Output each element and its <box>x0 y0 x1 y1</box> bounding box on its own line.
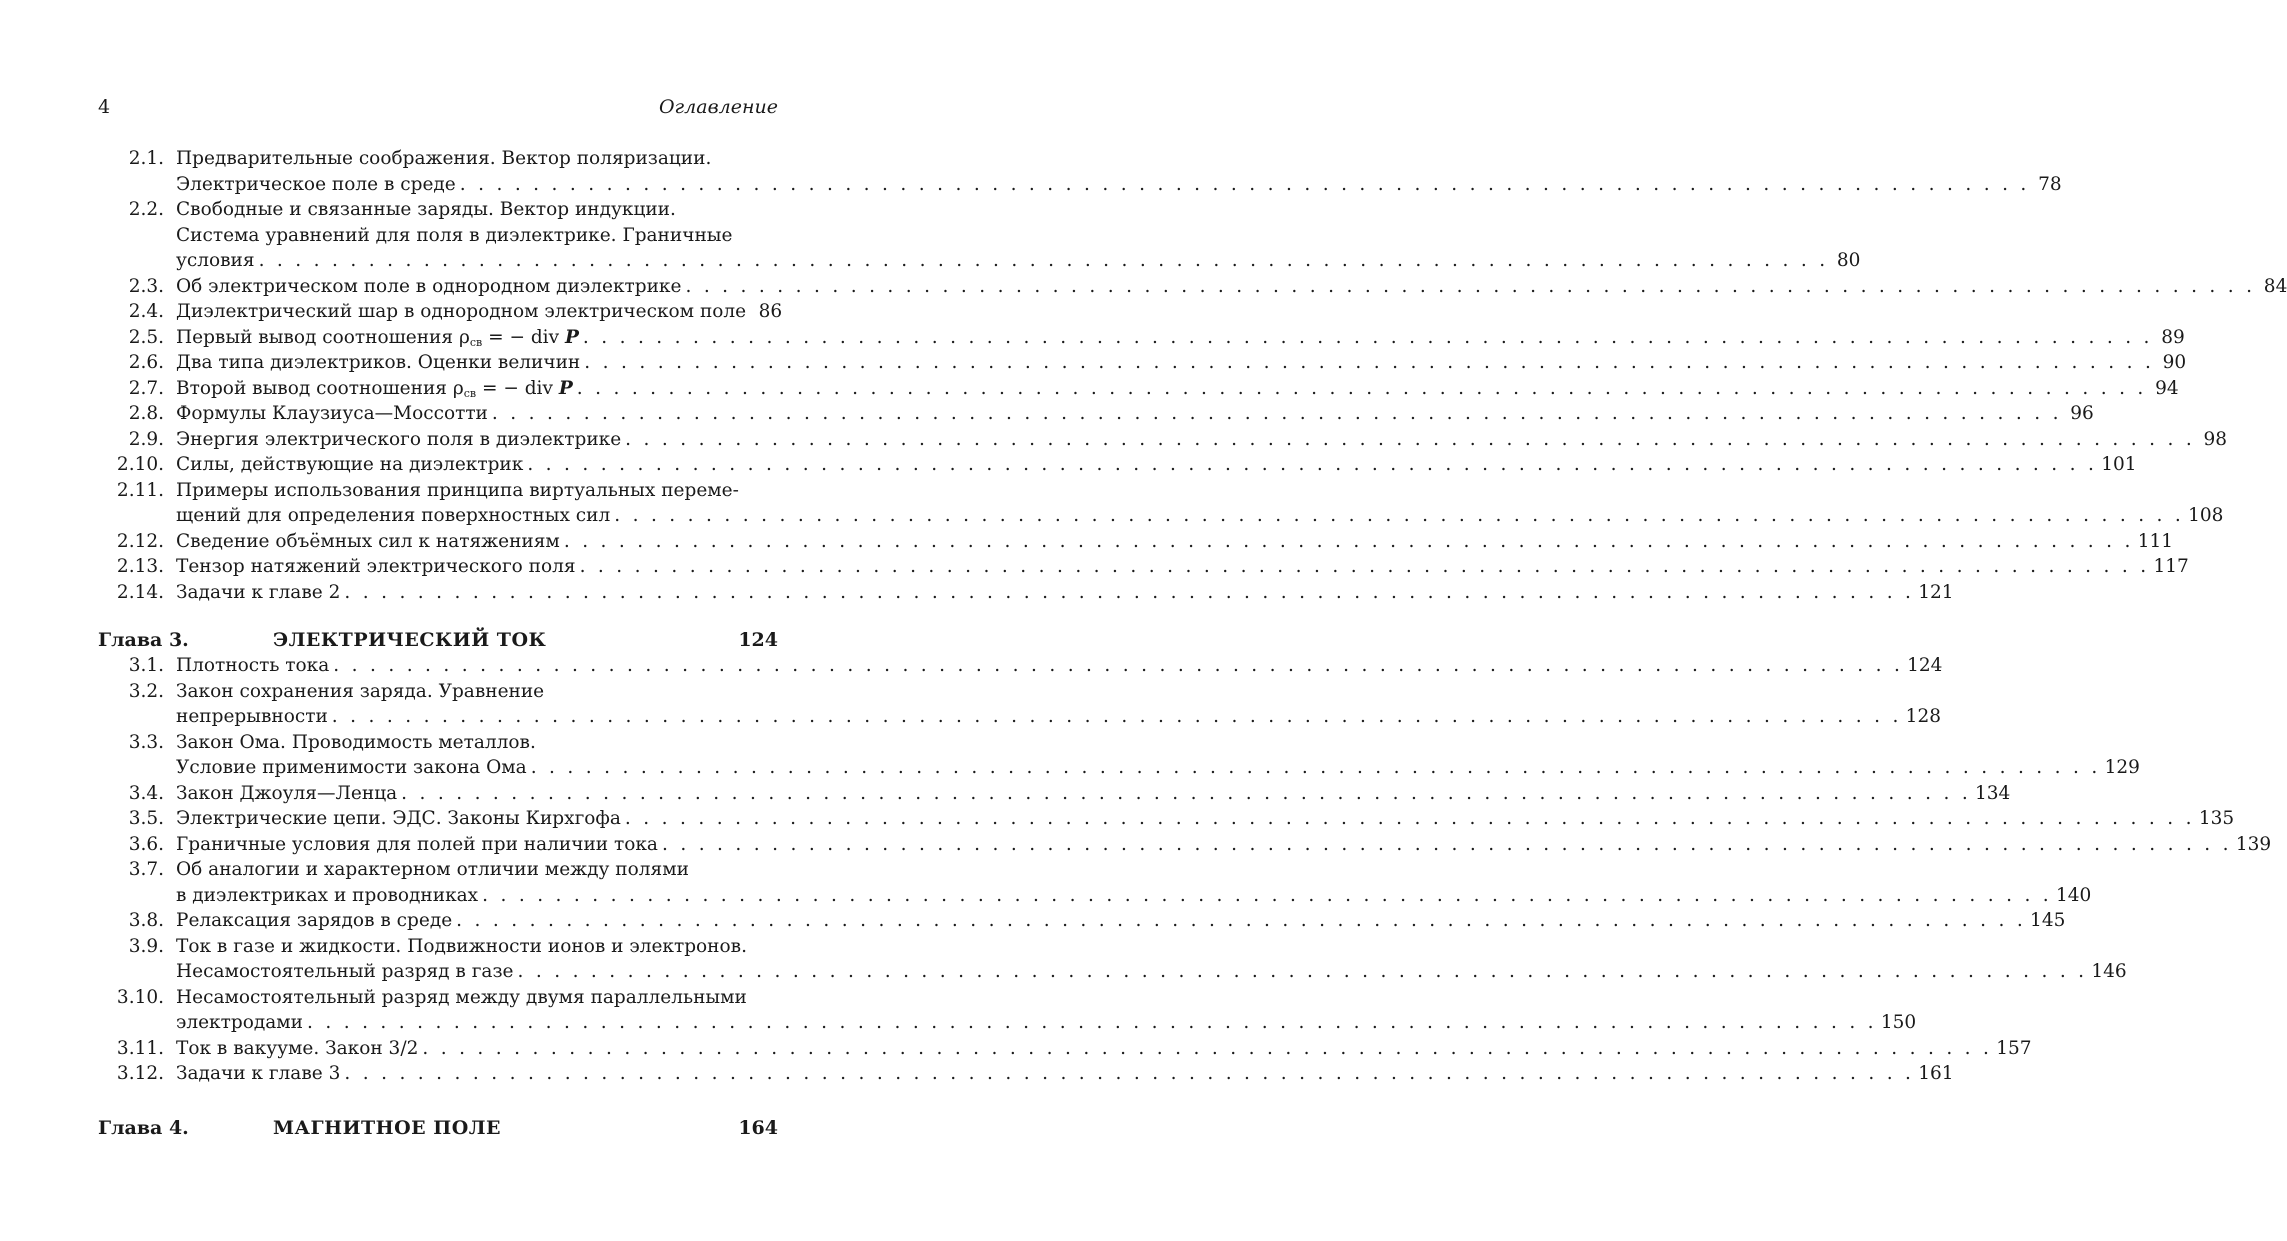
section-title: Задачи к главе 3 <box>176 1063 341 1084</box>
section-title: Электрические цепи. ЭДС. Законы Кирхгофа <box>176 808 621 829</box>
toc-line <box>98 908 2066 934</box>
section-title: Условие применимости закона Ома <box>176 757 527 778</box>
toc-line <box>98 427 2228 453</box>
section-number: 2.14. <box>116 581 164 603</box>
chapter-label: Глава 4. <box>98 1116 189 1139</box>
math-vector: P <box>558 377 573 399</box>
section-number: 3.3. <box>128 731 164 753</box>
leader-dots <box>332 704 1902 730</box>
leader-dots <box>517 959 2087 985</box>
leader-dots <box>564 529 2134 555</box>
toc-title-row <box>176 350 2187 376</box>
section-title: Несамостоятельный разряд между двумя параллельными <box>176 986 747 1008</box>
toc-line <box>98 529 2174 555</box>
toc-line <box>98 985 778 1011</box>
math-vector: P <box>564 326 579 348</box>
toc-entry[interactable] <box>98 806 2235 832</box>
toc-entry[interactable] <box>98 376 2179 402</box>
toc-line <box>98 223 778 249</box>
leader-dots <box>307 1010 1877 1036</box>
section-title: Система уравнений для поля в диэлектрике. Граничные <box>176 224 733 246</box>
page-ref: 98 <box>2203 428 2228 450</box>
page-ref: 101 <box>2101 454 2137 475</box>
leader-dots <box>460 172 2030 198</box>
section-number: 2.1. <box>128 148 164 169</box>
section-title: Граничные условия для полей при наличии тока <box>176 833 658 855</box>
toc-title-row <box>176 299 783 325</box>
toc-title-row <box>176 1010 1917 1036</box>
toc-entry[interactable] <box>98 832 2272 858</box>
leader-dots <box>662 832 2232 858</box>
page-ref: 134 <box>1975 782 2011 804</box>
leader-dots <box>259 248 1829 274</box>
section-number: 3.9. <box>128 935 164 957</box>
chapter-title: МАГНИТНОЕ ПОЛЕ <box>273 1116 502 1139</box>
section-title: Энергия электрического поля в диэлектрике <box>176 428 622 450</box>
section-title: в диэлектриках и проводниках <box>176 884 479 906</box>
page-ref: 94 <box>2155 377 2179 399</box>
running-header <box>98 96 778 124</box>
section-number: 2.10. <box>116 454 164 475</box>
section-title-text: Первый вывод соотношения ρ <box>176 326 470 348</box>
section-title: электродами <box>176 1012 303 1033</box>
table-of-contents <box>98 146 2287 1141</box>
section-title: Тензор натяжений электрического поля <box>176 556 576 577</box>
section-number: 2.11. <box>116 479 164 501</box>
section-title: Об электрическом поле в однородном диэлектрике <box>176 275 682 297</box>
toc-line <box>98 832 2272 858</box>
leader-dots <box>492 401 2062 427</box>
section-title: Несамостоятельный разряд в газе <box>176 961 514 982</box>
toc-title-row <box>176 248 1861 274</box>
chapter-label: Глава 3. <box>98 629 189 651</box>
section-number: 2.7. <box>128 377 164 399</box>
toc-title-row <box>176 755 2140 781</box>
page-ref: 96 <box>2070 403 2094 424</box>
toc-entry[interactable] <box>98 908 2066 934</box>
toc-line <box>98 197 778 223</box>
toc-line <box>98 755 2140 781</box>
section-number: 2.9. <box>128 428 164 450</box>
page-ref: 84 <box>2263 275 2287 297</box>
section-title: Сведение объёмных сил к натяжениям <box>176 530 560 552</box>
section-number: 2.5. <box>128 326 164 348</box>
leader-dots <box>456 908 2026 934</box>
toc-entry[interactable] <box>98 197 1861 274</box>
leader-dots <box>580 554 2150 580</box>
toc-line <box>98 580 1954 606</box>
page-ref: 129 <box>2104 757 2140 778</box>
toc-title-row <box>176 274 2287 300</box>
toc-title-row <box>176 1036 2032 1062</box>
section-number: 3.5. <box>128 808 164 829</box>
section-number: 3.6. <box>128 833 164 855</box>
section-title: Плотность тока <box>176 655 330 676</box>
toc-entry[interactable] <box>98 299 783 325</box>
leader-dots <box>614 503 2184 529</box>
section-title: Два типа диэлектриков. Оценки величин <box>176 352 581 373</box>
toc-line <box>98 730 778 756</box>
toc-line <box>98 299 783 325</box>
toc-entry[interactable] <box>98 934 2127 985</box>
toc-entry[interactable] <box>98 325 2185 351</box>
leader-dots <box>344 580 1914 606</box>
section-title: Закон Ома. Проводимость металлов. <box>176 731 536 753</box>
page-ref: 108 <box>2188 505 2224 526</box>
section-title: Ток в вакууме. Закон 3/2 <box>176 1037 419 1059</box>
page-ref: 117 <box>2153 556 2189 577</box>
toc-line <box>98 781 2011 807</box>
toc-line <box>98 376 2179 402</box>
toc-title-row <box>176 529 2174 555</box>
toc-entry[interactable] <box>98 146 2062 197</box>
toc-line <box>98 325 2185 351</box>
section-title: Релаксация зарядов в среде <box>176 910 453 931</box>
page-ref: 146 <box>2091 961 2127 982</box>
toc-line <box>98 503 2224 529</box>
toc-title-row <box>176 172 2062 198</box>
toc-title-row <box>176 883 2092 909</box>
chapter-heading[interactable] <box>98 1115 778 1141</box>
toc-line <box>98 704 1941 730</box>
section-title: Электрическое поле в среде <box>176 173 456 195</box>
toc-entry[interactable] <box>98 529 2174 555</box>
toc-line <box>98 934 778 960</box>
page-ref: 150 <box>1880 1012 1917 1033</box>
toc-line <box>98 274 2287 300</box>
section-title: Диэлектрический шар в однородном электрическом поле <box>176 301 747 322</box>
section-number: 2.12. <box>116 530 164 552</box>
toc-title-row <box>176 376 2179 402</box>
section-number: 2.2. <box>128 199 164 220</box>
toc-title-row <box>176 781 2011 807</box>
chapter-heading[interactable] <box>98 627 778 653</box>
toc-entry[interactable] <box>98 653 1943 679</box>
toc-line <box>98 146 778 172</box>
toc-entry[interactable] <box>98 452 2137 478</box>
section-number: 3.10. <box>116 986 164 1008</box>
toc-title-row <box>176 1061 1954 1087</box>
section-title: Свободные и связанные заряды. Вектор индукции. <box>176 199 676 220</box>
section-number: 3.12. <box>116 1063 164 1084</box>
leader-dots <box>584 350 2154 376</box>
section-number: 3.4. <box>128 782 164 804</box>
page-ref: 111 <box>2137 530 2174 552</box>
section-title: Ток в газе и жидкости. Подвижности ионов и электронов. <box>176 935 747 957</box>
leader-dots <box>422 1036 1992 1062</box>
chapter-title: ЭЛЕКТРИЧЕСКИЙ ТОК <box>273 629 547 651</box>
toc-line <box>98 401 2094 427</box>
toc-entry[interactable] <box>98 1036 2032 1062</box>
toc-entry[interactable] <box>98 781 2011 807</box>
page-ref: 124 <box>1907 655 1943 676</box>
page-ref: 145 <box>2030 910 2066 931</box>
section-title: Примеры использования принципа виртуальных переме- <box>176 479 739 501</box>
section-number: 3.2. <box>128 680 164 702</box>
leader-dots <box>401 781 1971 807</box>
leader-dots <box>625 427 2195 453</box>
math-subscript: св <box>463 386 477 400</box>
section-number: 3.7. <box>128 859 164 880</box>
leader-dots <box>625 806 2195 832</box>
running-title: Оглавление <box>658 96 778 118</box>
page-number: 4 <box>98 96 111 118</box>
toc-entry[interactable] <box>98 274 2287 300</box>
toc-line <box>98 857 778 883</box>
section-number: 2.6. <box>128 352 164 373</box>
toc-line <box>98 554 2189 580</box>
toc-entry[interactable] <box>98 350 2187 376</box>
page-ref: 90 <box>2162 352 2187 373</box>
toc-line <box>98 653 1943 679</box>
leader-dots <box>583 325 2153 351</box>
toc-line <box>98 172 2062 198</box>
section-title: Силы, действующие на диэлектрик <box>176 454 524 475</box>
toc-title-row <box>176 452 2137 478</box>
toc-entry[interactable] <box>98 478 2224 529</box>
section-title: Закон Джоуля—Ленца <box>176 782 398 804</box>
page-ref: 128 <box>1905 706 1941 727</box>
toc-entry[interactable] <box>98 1061 1954 1087</box>
toc-line <box>98 883 2092 909</box>
toc-entry[interactable] <box>98 857 2092 908</box>
leader-dots <box>577 376 2147 402</box>
toc-title-row <box>176 806 2235 832</box>
page-ref: 140 <box>2056 884 2092 906</box>
toc-title-row <box>176 959 2127 985</box>
toc-line <box>98 478 778 504</box>
toc-line <box>98 1010 1917 1036</box>
section-number: 3.1. <box>128 655 164 676</box>
leader-dots <box>685 274 2255 300</box>
math-operator: = − div <box>476 377 559 399</box>
page-ref: 157 <box>1996 1037 2032 1059</box>
toc-entry[interactable] <box>98 580 1954 606</box>
section-title: Предварительные соображения. Вектор поляризации. <box>176 148 712 169</box>
section-title: Формулы Клаузиуса—Моссотти <box>176 403 488 424</box>
section-title-text: Второй вывод соотношения ρ <box>176 377 464 399</box>
toc-line <box>98 452 2137 478</box>
toc-line <box>98 248 1861 274</box>
toc-entry[interactable] <box>98 985 1917 1036</box>
section-title: Задачи к главе 2 <box>176 581 341 603</box>
toc-title-row <box>176 401 2094 427</box>
page-ref: 89 <box>2161 326 2185 348</box>
section-number: 3.11. <box>116 1037 164 1059</box>
chapter-page: 164 <box>738 1116 778 1139</box>
toc-line <box>98 959 2127 985</box>
section-title: Об аналогии и характерном отличии между полями <box>176 859 689 880</box>
math-subscript: св <box>469 335 483 349</box>
leader-dots <box>482 883 2052 909</box>
page-ref: 86 <box>758 301 783 322</box>
section-title: непрерывности <box>176 706 328 727</box>
section-number: 2.4. <box>128 301 164 322</box>
leader-dots <box>527 452 2097 478</box>
toc-line <box>98 350 2187 376</box>
toc-title-row <box>176 832 2272 858</box>
section-number: 2.3. <box>128 275 164 297</box>
toc-title-row <box>176 653 1943 679</box>
page-ref: 80 <box>1836 250 1861 271</box>
toc-title-row <box>176 503 2224 529</box>
page-ref: 161 <box>1918 1063 1954 1084</box>
chapter-page: 124 <box>738 629 778 651</box>
section-number: 2.13. <box>116 556 164 577</box>
toc-title-row <box>176 427 2228 453</box>
page-ref: 78 <box>2038 173 2062 195</box>
page-ref: 135 <box>2198 808 2235 829</box>
leader-dots <box>333 653 1903 679</box>
section-title: условия <box>176 250 255 271</box>
leader-dots <box>344 1061 1914 1087</box>
section-title: щений для определения поверхностных сил <box>176 505 611 526</box>
toc-title-row <box>176 325 2185 351</box>
page-ref: 121 <box>1918 581 1954 603</box>
section-number: 2.8. <box>128 403 164 424</box>
toc-line <box>98 1036 2032 1062</box>
toc-line <box>98 806 2235 832</box>
toc-title-row <box>176 554 2189 580</box>
math-operator: = − div <box>482 326 565 348</box>
toc-title-row <box>176 704 1941 730</box>
leader-dots <box>531 755 2101 781</box>
toc-title-row <box>176 908 2066 934</box>
toc-entry[interactable] <box>98 554 2189 580</box>
page-ref: 139 <box>2235 833 2272 855</box>
toc-entry[interactable] <box>98 730 2140 781</box>
toc-entry[interactable] <box>98 427 2228 453</box>
toc-entry[interactable] <box>98 401 2094 427</box>
toc-title-row <box>176 580 1954 606</box>
section-title: Закон сохранения заряда. Уравнение <box>176 680 545 702</box>
toc-line <box>98 679 778 705</box>
toc-entry[interactable] <box>98 679 1941 730</box>
section-number: 3.8. <box>128 910 164 931</box>
toc-line <box>98 1061 1954 1087</box>
